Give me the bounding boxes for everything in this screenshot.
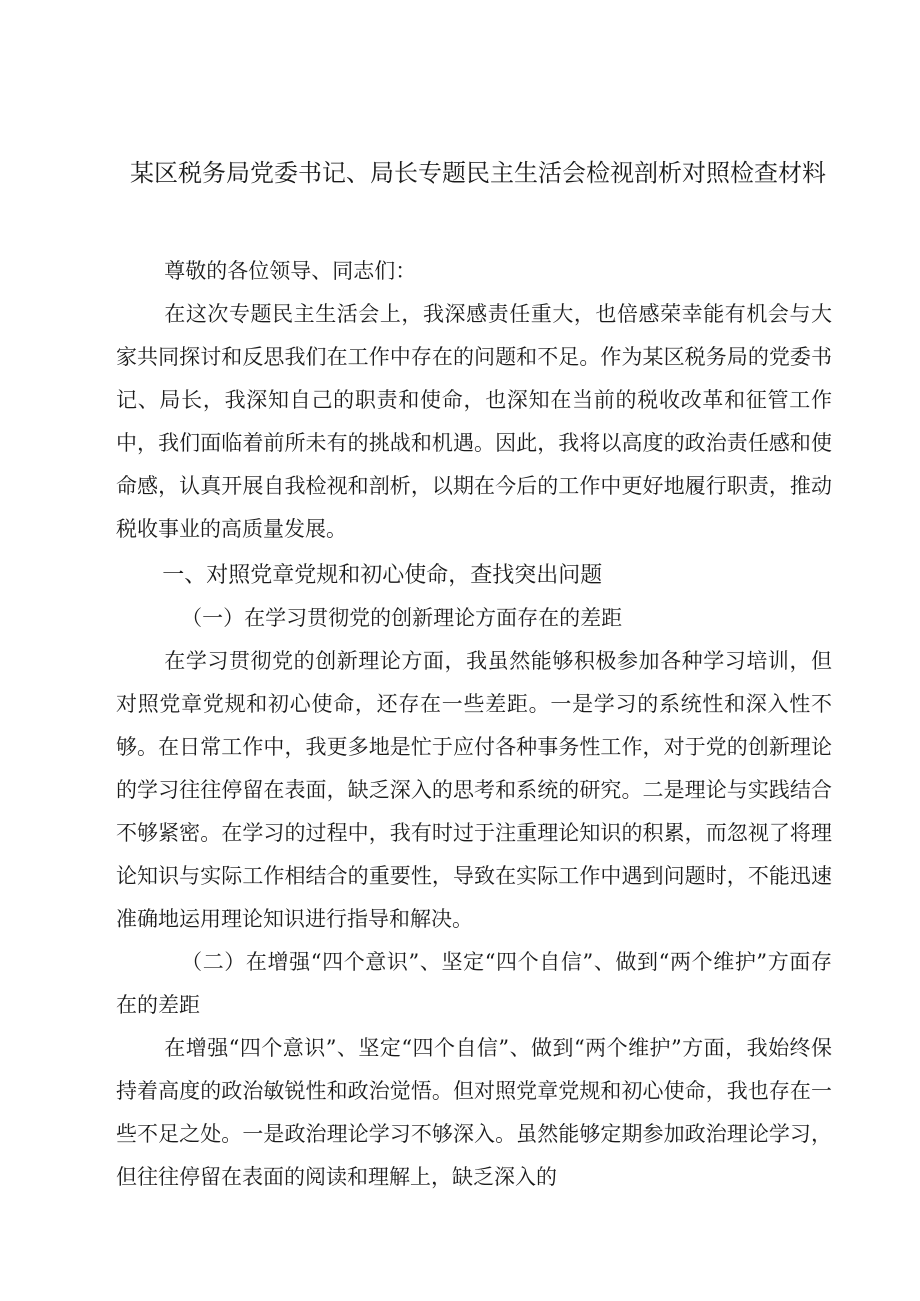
document-title: 某区税务局党委书记、局长专题民主生活会检视剖析对照检查材料 [130,159,826,187]
intro-paragraph: 在这次专题民主生活会上，我深感责任重大，也倍感荣幸能有机会与大家共同探讨和反思我们在工作中存在的问题和不足。作为某区税务局的党委书记、局长，我深知自己的职责和使命，也深知在当前的税收改革和征管工作中，我们面临着前所未有的挑战和机遇。因此，我将以高度的政治责任感和使命感，认真开展自我检视和剖析，以期在今后的工作中更好地履行职责，推动税收事业的高质量发展。 [116,302,832,541]
section-1-heading: 一、对照党章党规和初心使命，查找突出问题 [162,563,603,588]
subsection-2-heading: （二）在增强“四个意识”、坚定“四个自信”、做到“两个维护”方面存在的差距 [116,950,832,1017]
salutation: 尊敬的各位领导、同志们： [164,259,417,283]
subsection-1-heading: （一）在学习贯彻党的创新理论方面存在的差距 [181,606,623,630]
subsection-2-paragraph: 在增强“四个意识”、坚定“四个自信”、做到“两个维护”方面，我始终保持着高度的政治敏锐性和政治觉悟。但对照党章党规和初心使命，我也存在一些不足之处。一是政治理论学习不够深入。虽然能够定期参加政治理论学习，但往往停留在表面的阅读和理解上，缺乏深入的 [116,1036,832,1189]
subsection-1-paragraph: 在学习贯彻党的创新理论方面，我虽然能够积极参加各种学习培训，但对照党章党规和初心使命，还存在一些差距。一是学习的系统性和深入性不够。在日常工作中，我更多地是忙于应付各种事务性工作，对于党的创新理论的学习往往停留在表面，缺乏深入的思考和系统的研究。二是理论与实践结合不够紧密。在学习的过程中，我有时过于注重理论知识的积累，而忽视了将理论知识与实际工作相结合的重要性，导致在实际工作中遇到问题时，不能迅速准确地运用理论知识进行指导和解决。 [116,649,832,931]
document-body [116,250,832,1199]
